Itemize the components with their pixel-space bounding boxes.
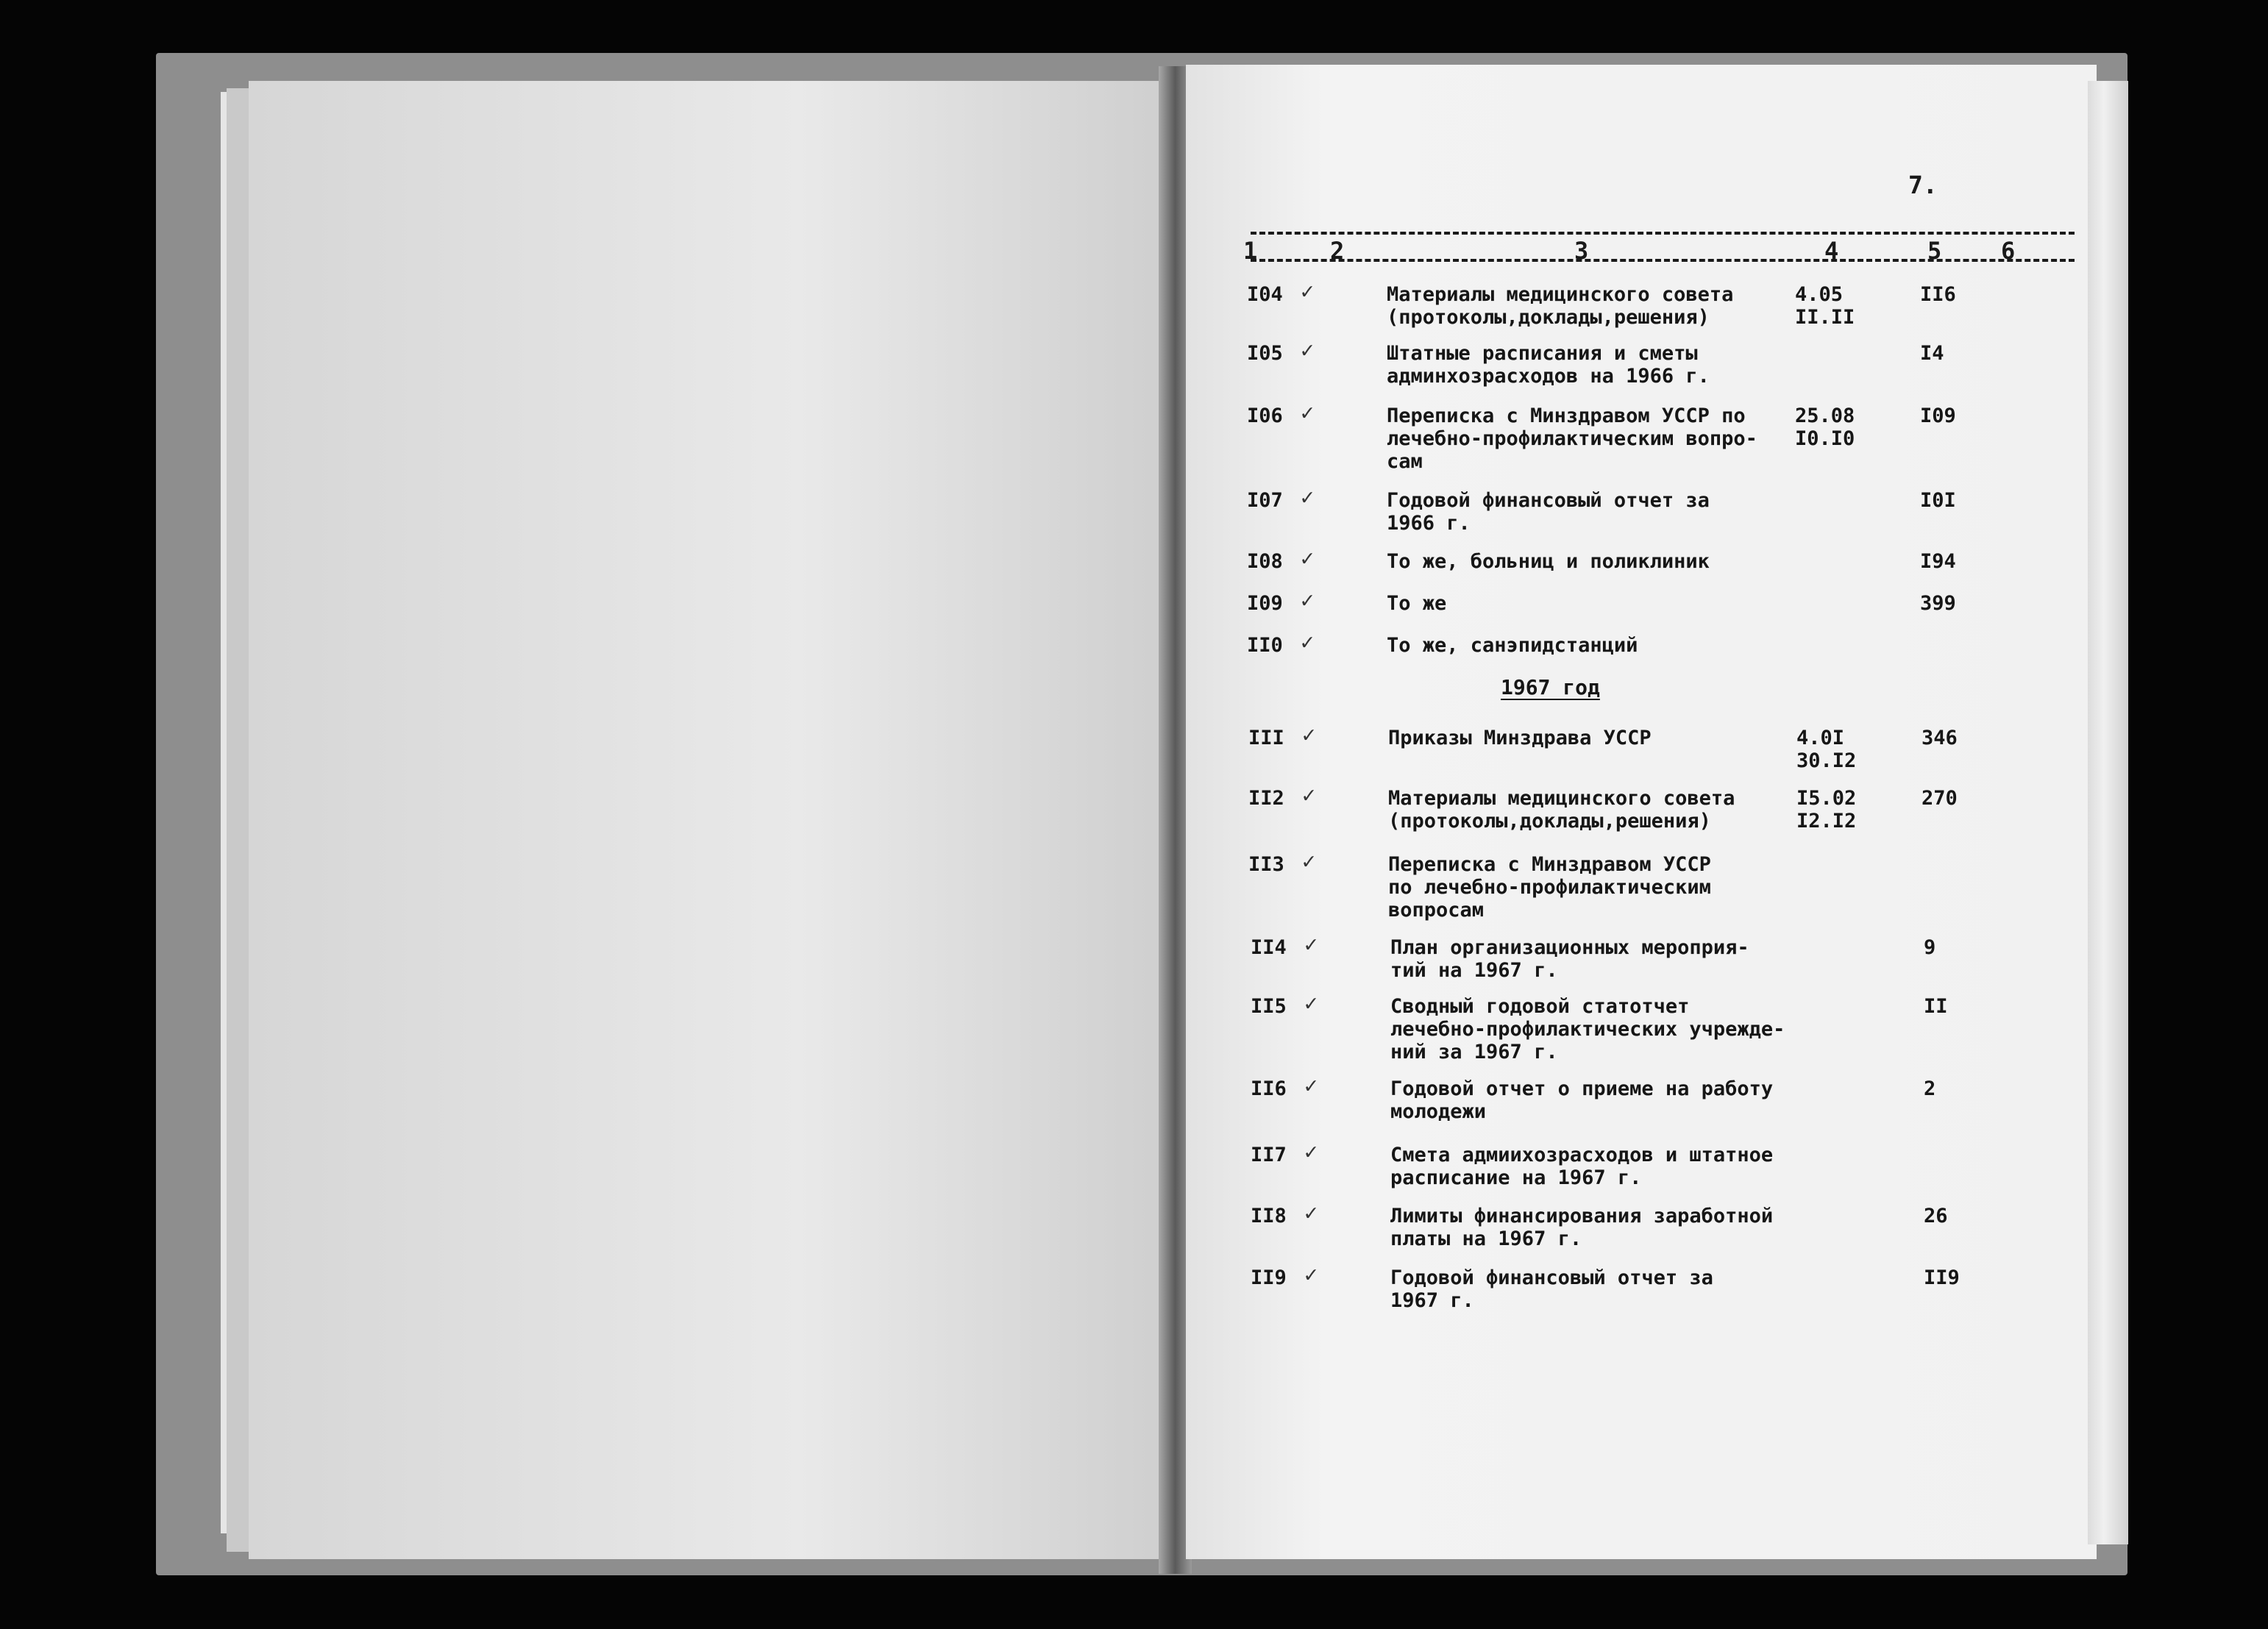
check-mark-icon: ✓ (1301, 485, 1315, 510)
case-title: То же, санэпидстанций (1387, 634, 1638, 657)
sheet-count: 26 (1924, 1205, 1948, 1227)
case-title: Переписка с Минздравом УССР по лечебно-профилактическим вопросам (1388, 853, 1711, 922)
check-mark-icon: ✓ (1301, 400, 1315, 426)
column-header-5: 5 (1927, 237, 1942, 265)
case-title: Смета адмиихозрасходов и штатное расписание на 1967 г. (1390, 1144, 1774, 1189)
sheet-count: I94 (1920, 550, 1956, 573)
case-title: Материалы медицинского совета (протоколы,доклады,решения) (1388, 787, 1735, 833)
case-number: II7 (1251, 1144, 1287, 1166)
check-mark-icon: ✓ (1301, 630, 1315, 655)
case-dates: 4.05 II.II (1795, 283, 1855, 329)
sheet-count: II6 (1920, 283, 1956, 306)
check-mark-icon: ✓ (1304, 1262, 1318, 1288)
sheet-count: II9 (1924, 1266, 1960, 1289)
case-title: Приказы Минздрава УССР (1388, 727, 1652, 749)
case-number: II9 (1251, 1266, 1287, 1289)
check-mark-icon: ✓ (1304, 991, 1318, 1016)
case-dates: 4.0I 30.I2 (1796, 727, 1857, 772)
sheet-count: I09 (1920, 404, 1956, 427)
header-rule-bottom (1251, 259, 2075, 262)
column-header-1: 1 (1243, 237, 1258, 265)
case-title: Годовой финансовый отчет за 1967 г. (1390, 1266, 1713, 1312)
sheet-count: 399 (1920, 592, 1956, 615)
check-mark-icon: ✓ (1302, 722, 1316, 748)
year-heading: 1967 год (1501, 675, 1600, 699)
check-mark-icon: ✓ (1302, 783, 1316, 808)
case-title: То же, больниц и поликлиник (1387, 550, 1710, 573)
case-number: II4 (1251, 936, 1287, 959)
check-mark-icon: ✓ (1304, 932, 1318, 958)
case-number: I05 (1247, 342, 1283, 365)
case-number: I04 (1247, 283, 1283, 306)
case-number: I06 (1247, 404, 1283, 427)
header-rule-top (1251, 232, 2075, 235)
column-header-4: 4 (1824, 237, 1839, 265)
column-header-3: 3 (1574, 237, 1589, 265)
page-stack-right (2088, 81, 2128, 1544)
case-number: II8 (1251, 1205, 1287, 1227)
page-number: 7. (1908, 171, 1938, 199)
case-number: I09 (1247, 592, 1283, 615)
case-title: Годовой отчет о приеме на работу молодежи (1390, 1077, 1774, 1123)
sheet-count: 270 (1922, 787, 1958, 810)
check-mark-icon: ✓ (1304, 1200, 1318, 1226)
check-mark-icon: ✓ (1302, 849, 1316, 874)
check-mark-icon: ✓ (1304, 1073, 1318, 1099)
sheet-count: 2 (1924, 1077, 1936, 1100)
check-mark-icon: ✓ (1301, 546, 1315, 571)
case-number: I08 (1247, 550, 1283, 573)
sheet-count: 9 (1924, 936, 1936, 959)
case-number: I07 (1247, 489, 1283, 512)
case-number: II5 (1251, 995, 1287, 1018)
sheet-count: I0I (1920, 489, 1956, 512)
case-title: Лимиты финансирования заработной платы на 1967 г. (1390, 1205, 1774, 1250)
case-title: Материалы медицинского совета (протоколы,доклады,решения) (1387, 283, 1734, 329)
case-number: II6 (1251, 1077, 1287, 1100)
case-title: То же (1387, 592, 1447, 615)
check-mark-icon: ✓ (1301, 338, 1315, 363)
sheet-count: II (1924, 995, 1948, 1018)
left-page (249, 81, 1167, 1559)
case-number: II2 (1248, 787, 1284, 810)
check-mark-icon: ✓ (1301, 588, 1315, 613)
case-title: Годовой финансовый отчет за 1966 г. (1387, 489, 1710, 535)
sheet-count: 346 (1922, 727, 1958, 749)
case-title: Штатные расписания и сметы админхозрасходов на 1966 г. (1387, 342, 1710, 388)
check-mark-icon: ✓ (1304, 1139, 1318, 1165)
case-dates: I5.02 I2.I2 (1796, 787, 1857, 833)
check-mark-icon: ✓ (1301, 279, 1315, 304)
case-title: Переписка с Минздравом УССР по лечебно-профилактическим вопро- сам (1387, 404, 1757, 473)
case-number: II3 (1248, 853, 1284, 876)
sheet-count: I4 (1920, 342, 1944, 365)
case-dates: 25.08 I0.I0 (1795, 404, 1855, 450)
case-title: Сводный годовой статотчет лечебно-профилактических учрежде- ний за 1967 г. (1390, 995, 1785, 1063)
case-number: II0 (1247, 634, 1283, 657)
case-title: План организационных мероприя- тий на 1967 г. (1390, 936, 1749, 982)
case-number: III (1248, 727, 1284, 749)
column-header-6: 6 (2001, 237, 2016, 265)
column-header-2: 2 (1330, 237, 1345, 265)
